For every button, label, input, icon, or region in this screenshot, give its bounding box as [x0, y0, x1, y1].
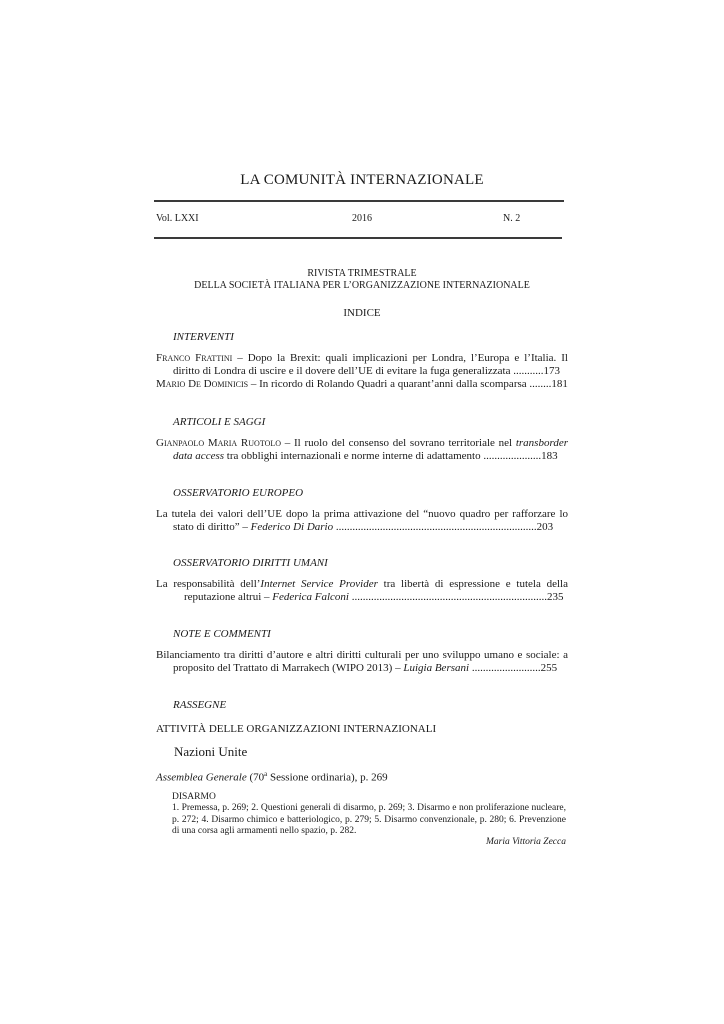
entry-title-rest: tra libertà di espressione e tutela della [377, 578, 568, 590]
disarmo-author: Maria Vittoria Zecca [485, 837, 566, 847]
toc-entry-de-dominicis[interactable] [156, 378, 568, 391]
journal-subtitle [0, 268, 724, 292]
subtitle-line-2: DELLA SOCIETÀ ITALIANA PER L’ORGANIZZAZIONE INTERNAZIONALE [194, 280, 530, 291]
entry-title-italic: Internet Service Provider [260, 578, 378, 590]
section-label-diritti: OSSERVATORIO DIRITTI UMANI [173, 557, 328, 569]
entry-title: La responsabilità dell’ [156, 578, 261, 590]
entry-title: La tutela dei valori dell’UE dopo la prima attivazione del “nuovo quadro per rafforzare lo [156, 508, 568, 520]
rassegne-heading: ATTIVITÀ DELLE ORGANIZZAZIONI INTERNAZIONALI [156, 723, 437, 735]
ordinal-superscript: a [264, 770, 268, 778]
toc-entry-ruotolo[interactable] [156, 437, 568, 463]
entry-author: Federico Di Dario [250, 521, 334, 533]
disarmo-contents: 1. Premessa, p. 269; 2. Questioni generali di disarmo, p. 269; 3. Disarmo e non proliferazione nucleare, p. 272; 4. Disarmo chimico e batteriologico, p. 279; 5. Disarmo convenzionale, p. 280; 6. Prevenzione di una corsa agli armamenti nello spazio, p. 282. [172, 803, 566, 836]
toc-entry-di-dario[interactable] [156, 508, 568, 534]
header-rule-top [154, 200, 564, 202]
section-label-articoli: ARTICOLI E SAGGI [173, 416, 266, 428]
toc-entry-assemblea-generale[interactable] [156, 770, 388, 784]
entry-title-continued: proposito del Trattato di Marrakech (WIPO 2013) – [173, 662, 404, 674]
header-rule-bottom [154, 237, 562, 239]
entry-title-continued: stato di diritto” – [173, 521, 251, 533]
entry-title: – In ricordo di Rolando Quadri a quarant’anni dalla scomparsa ........181 [248, 378, 568, 390]
entry-page: .......................................................................235 [348, 591, 564, 603]
year-label: 2016 [352, 213, 372, 224]
entry-title: – Dopo la Brexit: quali implicazioni per Londra, l’Europa e l’Italia. Il [232, 352, 568, 364]
entry-page: Sessione ordinaria), p. 269 [267, 771, 388, 784]
section-label-rassegne: RASSEGNE [173, 699, 227, 711]
entry-title: (70 [246, 771, 265, 784]
entry-author: Luigia Bersani [403, 662, 470, 674]
section-label-interventi: INTERVENTI [173, 331, 234, 343]
entry-author: Gianpaolo Maria Ruotolo [156, 437, 282, 449]
entry-title-italic: data access [173, 450, 225, 462]
entry-author: Federica Falconi [272, 591, 349, 603]
issue-number: N. 2 [503, 213, 521, 224]
entry-title-italic: transborder [515, 437, 568, 449]
index-title: INDICE [343, 307, 381, 319]
entry-title-continued: tra obblighi internazionali e norme interne di adattamento .....................183 [224, 450, 558, 462]
entry-author: Mario De Dominicis [156, 378, 249, 390]
disarmo-label: DISARMO [172, 792, 216, 802]
entry-page: .........................255 [469, 662, 558, 674]
entry-page: .........................................................................203 [333, 521, 554, 533]
journal-title: LA COMUNITÀ INTERNAZIONALE [240, 172, 484, 188]
section-label-note: NOTE E COMMENTI [173, 628, 271, 640]
section-label-europeo: OSSERVATORIO EUROPEO [173, 487, 304, 499]
toc-entry-falconi[interactable] [156, 578, 568, 604]
subtitle-line-1: RIVISTA TRIMESTRALE [307, 268, 417, 279]
entry-title-continued: reputazione altrui – [184, 591, 273, 603]
toc-entry-frattini[interactable] [156, 352, 568, 378]
entry-title-continued: diritto di Londra di uscire e il dovere dell’UE di evitare la fuga generalizzata ...........173 [173, 365, 560, 377]
entry-author: Franco Frattini [156, 352, 233, 364]
entry-title: – Il ruolo del consenso del sovrano territoriale nel [281, 437, 516, 449]
nazioni-unite-heading: Nazioni Unite [174, 744, 248, 759]
entry-title: Bilanciamento tra diritti d’autore e altri diritti culturali per uno sviluppo umano e sociale: a [156, 649, 568, 661]
volume-label: Vol. LXXI [156, 213, 199, 224]
toc-entry-bersani[interactable] [156, 649, 568, 675]
entry-title-italic: Assemblea Generale [156, 771, 247, 784]
